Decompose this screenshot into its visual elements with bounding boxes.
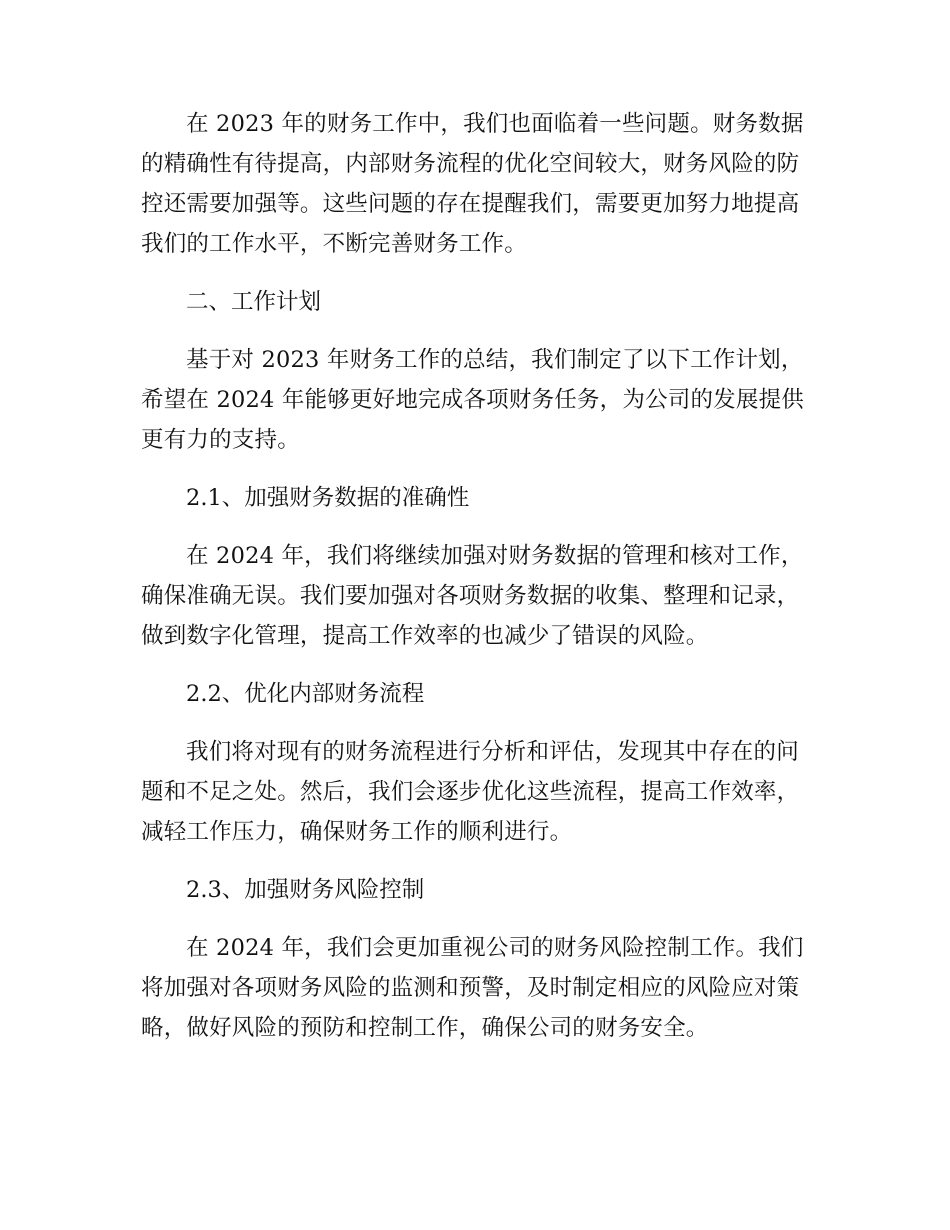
heading-text: 二、工作计划	[186, 289, 322, 315]
paragraph-line: 强对各项财务风险的监测和预警，及时制定相应的风险应对策略，做	[141, 975, 800, 1041]
paragraph-line: 在 2023 年的财务工作中，我们也面临着一些问题。财务数据的精	[141, 111, 804, 177]
paragraph-line: 确性有待提高，内部财务流程的优化空间较大，财务风险的防控还需	[141, 151, 800, 217]
paragraph-plan-intro	[141, 340, 811, 460]
paragraph-risk-control	[141, 928, 811, 1048]
section-heading-work-plan	[141, 282, 811, 322]
paragraph-line: 在 2024 年能够更好地完成各项财务任务，为公司的发展提供更有力的	[141, 387, 804, 453]
document-content	[141, 104, 811, 1048]
heading-text: 2.3、加强财务风险控制	[186, 877, 425, 903]
paragraph-line: 准确无误。我们要加强对各项财务数据的收集、整理和记录，做到数	[141, 583, 800, 649]
section-heading-2-3	[141, 870, 811, 910]
paragraph-line: 我们将对现有的财务流程进行分析和评估，发现其中存在的问题	[141, 739, 799, 805]
paragraph-process-optimization	[141, 732, 811, 852]
paragraph-line: 作水平，不断完善财务工作。	[231, 231, 527, 257]
paragraph-line: 支持。	[231, 427, 300, 453]
paragraph-line: 字化管理，提高工作效率的也减少了错误的风险。	[209, 623, 709, 649]
paragraph-line: 工作压力，确保财务工作的顺利进行。	[186, 819, 573, 845]
section-heading-2-2	[141, 674, 811, 714]
paragraph-line: 在 2024 年，我们会更加重视公司的财务风险控制工作。我们将加	[141, 935, 804, 1001]
heading-text: 2.1、加强财务数据的准确性	[186, 485, 470, 511]
paragraph-line: 要加强等。这些问题的存在提醒我们，需要更加努力地提高我们的工	[141, 191, 800, 257]
section-heading-2-1	[141, 478, 811, 518]
paragraph-line: 好风险的预防和控制工作，确保公司的财务安全。	[209, 1015, 709, 1041]
paragraph-issues	[141, 104, 811, 264]
paragraph-data-accuracy	[141, 536, 811, 656]
paragraph-line: 在 2024 年，我们将继续加强对财务数据的管理和核对工作，确保	[141, 543, 804, 609]
paragraph-line: 和不足之处。然后，我们会逐步优化这些流程，提高工作效率，减轻	[141, 779, 800, 845]
paragraph-line: 基于对 2023 年财务工作的总结，我们制定了以下工作计划，希望	[141, 347, 804, 413]
heading-text: 2.2、优化内部财务流程	[186, 681, 425, 707]
